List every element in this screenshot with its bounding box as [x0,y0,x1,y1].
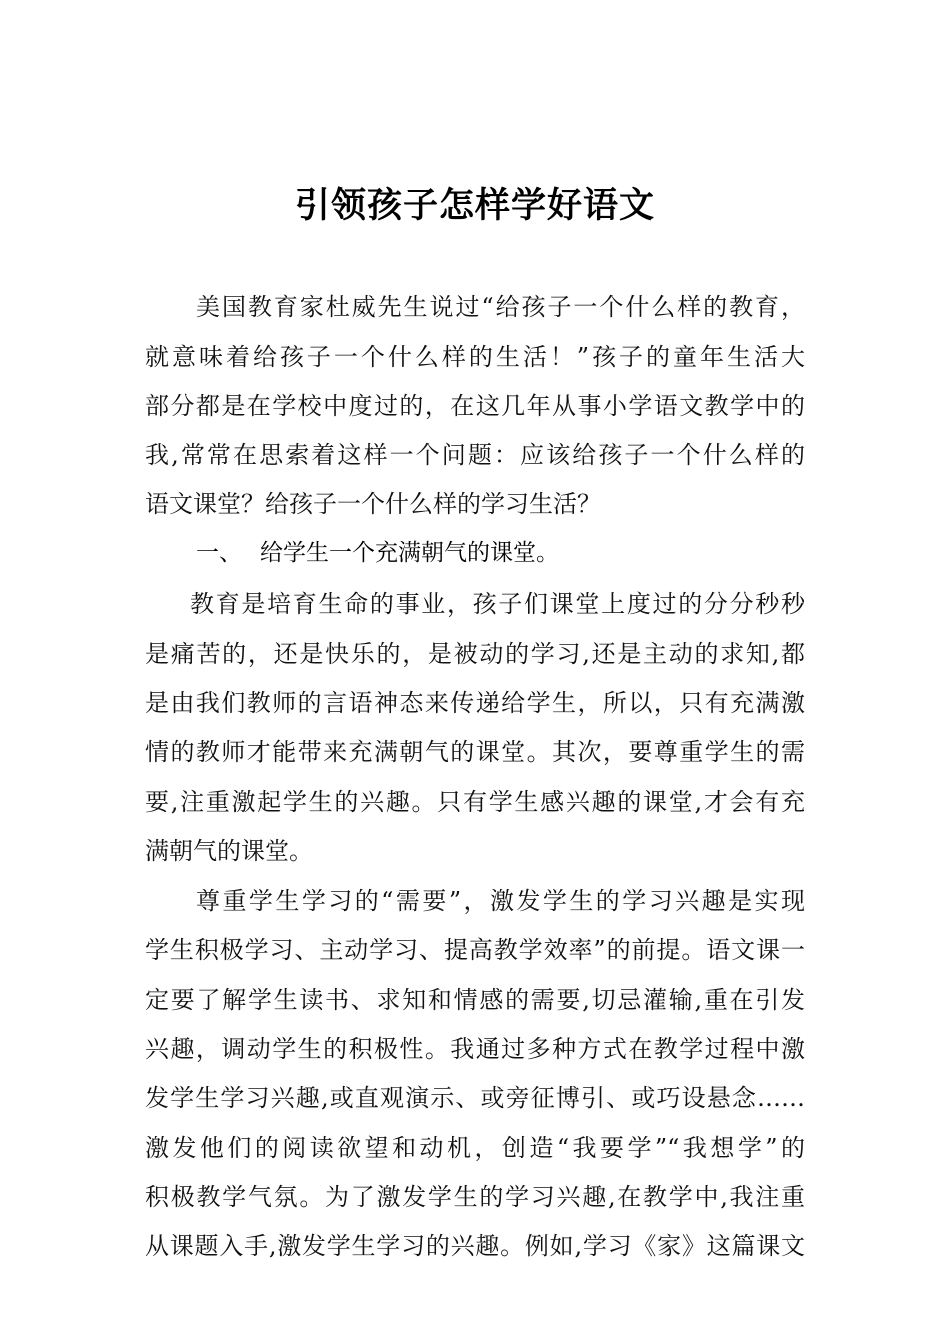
section-1-heading-text: 给学生一个充满朝气的课堂。 [260,540,559,566]
section-1-heading [196,536,559,570]
paragraph-1-line-4: 我,常常在思索着这样一个问题：应该给孩子一个什么样的 [145,441,805,469]
paragraph-3-line-6: 激发他们的阅读欲望和动机，创造“我要学”“我想学”的 [145,1134,805,1162]
document-title: 引领孩子怎样学好语文 [294,185,655,226]
paragraph-3-line-4: 兴趣，调动学生的积极性。我通过多种方式在教学过程中激 [145,1035,805,1063]
paragraph-3-line-1: 尊重学生学习的“需要”，激发学生的学习兴趣是实现 [196,887,805,915]
paragraph-2-line-4: 情的教师才能带来充满朝气的课堂。其次，要尊重学生的需 [145,738,805,766]
paragraph-1-line-2: 就意味着给孩子一个什么样的生活！”孩子的童年生活大 [145,343,805,371]
paragraph-2-line-3: 是由我们教师的言语神态来传递给学生，所以，只有充满激 [145,689,805,717]
paragraph-2-line-6: 满朝气的课堂。 [145,837,313,865]
paragraph-3-line-3: 定要了解学生读书、求知和情感的需要,切忌灌输,重在引发 [145,986,805,1014]
section-1-number: 一、 [196,540,242,566]
paragraph-2-line-5: 要,注重激起学生的兴趣。只有学生感兴趣的课堂,才会有充 [145,788,805,816]
paragraph-2-line-2: 是痛苦的，还是快乐的，是被动的学习,还是主动的求知,都 [145,640,805,668]
paragraph-3-line-2: 学生积极学习、主动学习、提高教学效率”的前提。语文课一 [145,936,805,964]
paragraph-3-line-5: 发学生学习兴趣,或直观演示、或旁征博引、或巧设悬念…… [145,1084,805,1112]
paragraph-1-line-5: 语文课堂？给孩子一个什么样的学习生活？ [145,490,601,518]
paragraph-2-line-1: 教育是培育生命的事业，孩子们课堂上度过的分分秒秒 [190,590,805,618]
paragraph-1-line-1: 美国教育家杜威先生说过“给孩子一个什么样的教育， [196,293,805,321]
paragraph-3-line-8: 从课题入手,激发学生学习的兴趣。例如,学习《家》这篇课文 [145,1232,805,1260]
paragraph-1-line-3: 部分都是在学校中度过的，在这几年从事小学语文教学中的 [145,392,805,420]
paragraph-3-line-7: 积极教学气氛。为了激发学生的学习兴趣,在教学中,我注重 [145,1183,805,1211]
